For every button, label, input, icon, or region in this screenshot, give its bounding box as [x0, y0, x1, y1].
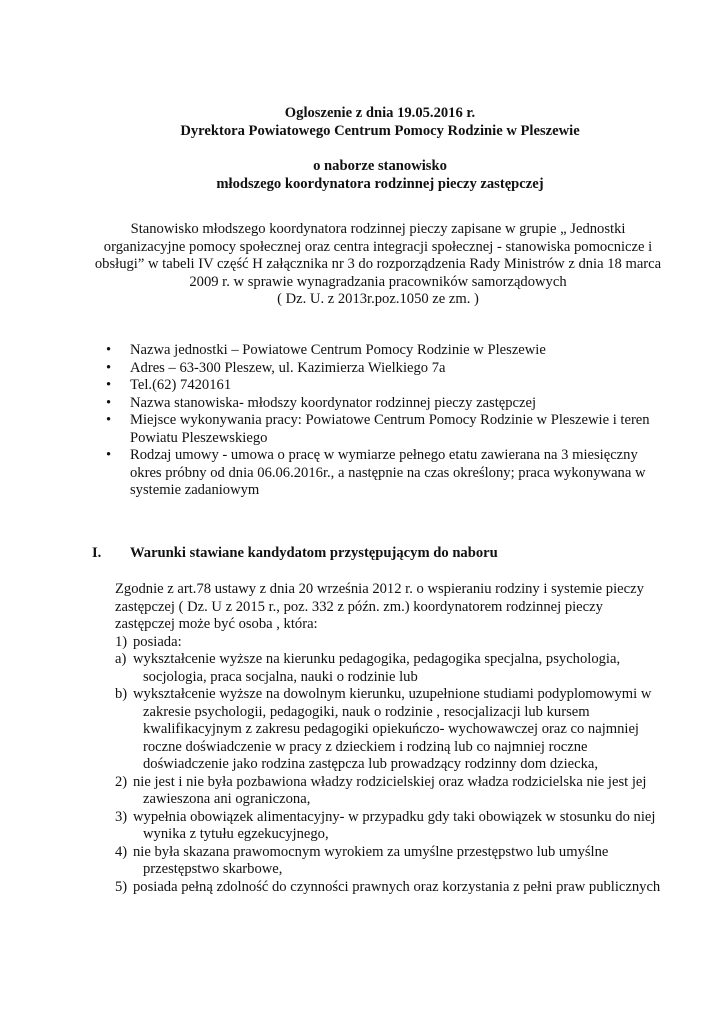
requirement-text: posiada pełną zdolność do czynności prawnych oraz korzystania z pełni praw publicznych	[133, 878, 661, 895]
requirement-item	[115, 809, 680, 844]
list-item-text: okres próbny od dnia 06.06.2016r., a następnie na czas określony; praca wykonywana w	[130, 464, 646, 481]
requirement-text: wykształcenie wyższe na dowolnym kierunku, uzupełnione studiami podyplomowymi w	[133, 686, 652, 702]
intro-line: obsługi” w tabeli IV część H załącznika nr 3 do rozporządzenia Rady Ministrów z dnia 18 marca	[94, 256, 662, 272]
body-intro-line: Zgodnie z art.78 ustawy z dnia 20 września 2012 r. o wspieraniu rodziny i systemie pieczy	[115, 581, 644, 597]
bullet-icon: •	[106, 394, 112, 411]
requirement-text: wykształcenie wyższe na kierunku pedagogika, pedagogika specjalna, psychologia,	[133, 651, 621, 667]
requirement-label: 3)	[115, 808, 128, 825]
intro-paragraph	[92, 221, 664, 309]
list-item	[106, 412, 666, 447]
announcement-date-line: Ogloszenie z dnia 19.05.2016 r.	[284, 105, 476, 121]
requirement-text-continued: doświadczenie jako rodzina zastępcza lub prowadzący rodzinny dom dziecka,	[143, 756, 599, 772]
list-item-text: Nazwa stanowiska- młodszy koordynator rodzinnej pieczy zastępczej	[130, 394, 537, 411]
bullet-icon: •	[106, 342, 112, 358]
requirement-text-continued: socjologia, praca socjalna, nauki o rodzinie lub	[143, 668, 418, 685]
announcement-issuer-line: Dyrektora Powiatowego Centrum Pomocy Rodzinie w Pleszewie	[180, 122, 580, 139]
list-item	[106, 447, 666, 500]
requirement-text-continued: przestępstwo skarbowe,	[143, 861, 283, 877]
requirements-body	[115, 581, 680, 896]
requirement-text-continued: kwalifikacyjnym z zakresu pedagogiki opiekuńczo- wychowawczej oraz co najmniej	[143, 721, 639, 737]
list-item-text: Nazwa jednostki – Powiatowe Centrum Pomocy Rodzinie w Pleszewie	[130, 342, 546, 358]
list-item	[106, 395, 666, 413]
section-title: Warunki stawiane kandydatom przystępującym do naboru	[130, 545, 498, 561]
requirement-text: posiada:	[133, 633, 182, 650]
list-item-text: Miejsce wykonywania pracy: Powiatowe Centrum Pomocy Rodzinie w Pleszewie i teren	[130, 412, 650, 428]
list-item	[106, 342, 666, 360]
requirement-item	[115, 634, 680, 652]
bullet-icon: •	[106, 447, 112, 463]
requirement-label: 1)	[115, 633, 128, 650]
requirement-item	[115, 686, 680, 774]
job-details-list	[106, 342, 666, 500]
requirement-label: b)	[115, 686, 128, 702]
subject-line-2: młodszego koordynatora rodzinnej pieczy zastępczej	[216, 175, 544, 192]
body-intro-line: zastępczej ( Dz. U z 2015 r., poz. 332 z późn. zm.) koordynatorem rodzinnej pieczy	[115, 598, 603, 615]
list-item-text: Tel.(62) 7420161	[130, 377, 232, 393]
list-item-text: Rodzaj umowy - umowa o pracę w wymiarze pełnego etatu zawierana na 3 miesięczny	[130, 447, 638, 463]
requirement-text-continued: wynika z tytułu egzekucyjnego,	[143, 826, 329, 842]
requirements-list	[115, 634, 680, 897]
intro-line: organizacyjne pomocy społecznej oraz centra integracji społecznej - stanowiska pomocnicze i	[103, 238, 653, 255]
section-heading	[92, 545, 672, 563]
requirement-text-continued: zakresie psychologii, pedagogiki, nauk o rodzinie , resocjalizacji lub kursem	[143, 703, 590, 720]
requirement-text-continued: roczne doświadczenie w pracy z dzieckiem i rodziną lub co najmniej roczne	[143, 738, 588, 755]
list-item-text: Powiatu Pleszewskiego	[130, 429, 268, 446]
requirement-label: 2)	[115, 773, 128, 790]
intro-line: Stanowisko młodszego koordynatora rodzinnej pieczy zapisane w grupie „ Jednostki	[130, 221, 626, 237]
requirement-item	[115, 774, 680, 809]
list-item-text: Adres – 63-300 Pleszew, ul. Kazimierza Wielkiego 7a	[130, 359, 446, 376]
requirement-text: nie jest i nie była pozbawiona władzy rodzicielskiej oraz władza rodzicielska nie jest jej	[133, 773, 647, 790]
requirement-label: a)	[115, 651, 127, 667]
list-item	[106, 360, 666, 378]
section-number: I.	[92, 545, 102, 561]
requirement-text-continued: zawieszona ani ograniczona,	[143, 791, 311, 807]
body-intro-line: zastępczej może być osoba , która:	[115, 616, 318, 632]
requirement-label: 4)	[115, 843, 128, 860]
bullet-icon: •	[106, 377, 112, 393]
requirement-text: nie była skazana prawomocnym wyrokiem za umyślne przestępstwo lub umyślne	[133, 843, 609, 860]
announcement-header	[80, 105, 680, 140]
list-item	[106, 377, 666, 395]
requirement-item	[115, 651, 680, 686]
bullet-icon: •	[106, 359, 112, 376]
intro-line: ( Dz. U. z 2013r.poz.1050 ze zm. )	[277, 291, 479, 307]
requirement-label: 5)	[115, 878, 128, 895]
requirement-item	[115, 844, 680, 879]
intro-line: 2009 r. w sprawie wynagradzania pracowników samorządowych	[189, 273, 567, 290]
bullet-icon: •	[106, 412, 112, 428]
requirement-item	[115, 879, 680, 897]
subject-line-1: o naborze stanowisko	[313, 158, 447, 174]
list-item-text: systemie zadaniowym	[130, 482, 260, 498]
announcement-subject	[80, 158, 680, 193]
requirement-text: wypełnia obowiązek alimentacyjny- w przypadku gdy taki obowiązek w stosunku do niej	[133, 808, 656, 825]
